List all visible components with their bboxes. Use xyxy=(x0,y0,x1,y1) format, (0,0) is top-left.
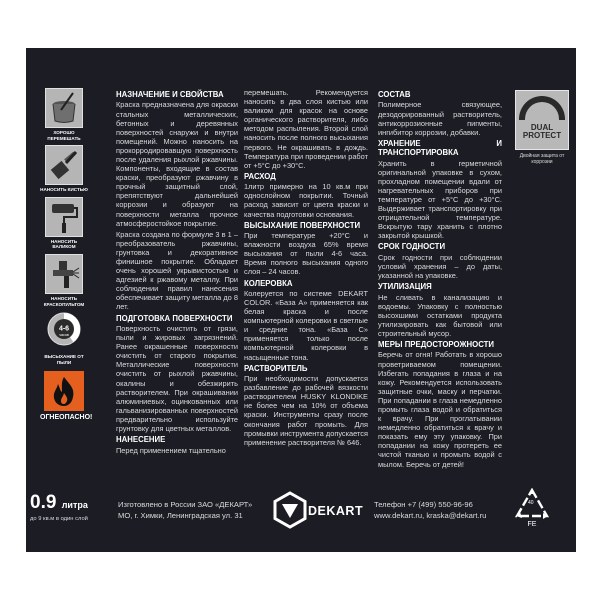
spray-gun-icon xyxy=(45,254,83,294)
paint-roller-icon xyxy=(45,197,83,237)
icon-block-dry xyxy=(40,311,88,365)
section-text: Поверхность очистить от грязи, пыли и жировых загрязнений. Ранее окрашенные поверхности очистить от старого покрытия. Металлические поверхности очистить от рыхлой ржавчины, окалины и обезжирить растворителем. При окрашивании алюминиевых, оцинкованных или гальванизированных поверхностей предварительно используйте грунтовку для цветных металлов. xyxy=(116,323,238,433)
stir-bucket-icon xyxy=(45,88,83,128)
section-text: Полимерное связующее, дезодорированный растворитель, антикоррозионные пигменты, ингибитор коррозии, добавки. xyxy=(378,100,502,137)
icon-caption: ХОРОШО ПЕРЕМЕШАТЬ xyxy=(47,130,81,141)
section-heading: ВЫСЫХАНИЕ ПОВЕРХНОСТИ xyxy=(244,220,361,230)
icon-caption: ВЫСЫХАНИЕ ОТ ПЫЛИ xyxy=(44,354,84,365)
text-column-3 xyxy=(378,88,502,471)
contacts xyxy=(374,499,486,521)
section-text: Краска предназначена для окраски стальных металлических, бетонных и деревянных поверхностей снаружи и внутри помещений. Можно наносить на прокорродировавшую поверхность после удаления рыхлой ржавчины. Компоненты, входящие в состав краски, преобразуют ржавчину в прочный защитный слой, препятствуют дальнейшей коррозии и образуют на поверхности металла прочное атмосферостойкое покрытие. xyxy=(116,100,238,228)
section-text: Не сливать в канализацию и водоемы. Упаковку с полностью высохшими остатками продукта утилизировать как бытовой или строительный мусор. xyxy=(378,292,502,338)
section-heading: РАСТВОРИТЕЛЬ xyxy=(244,363,308,373)
website-email: www.dekart.ru, kraska@dekart.ru xyxy=(374,511,487,520)
section-heading: НАНЕСЕНИЕ xyxy=(116,435,166,445)
section-text: перемешать. Рекомендуется наносить в два слоя кистью или валиком для красок на основе органического растворителя, либо методом распыления. Второй слой наносить после полного высыхания первого. Не окрашивать в дождь. Температура при проведении работ от +5°С до +30°С. xyxy=(244,88,368,170)
section-text: Краска создана по формуле 3 в 1 – преобразователь ржавчины, грунтовка и декоративное финишное покрытие. Обладает очень хорошей укрывистостью и адгезией к ржавому металлу. При соблюдении правил нанесения обеспечивает защиту металла до 8 лет. xyxy=(116,229,238,312)
coverage-note: до 9 кв.м в один слой xyxy=(30,516,88,522)
section-heading: НАЗНАЧЕНИЕ И СВОЙСТВА xyxy=(116,90,224,99)
dual-protect-badge xyxy=(513,90,571,165)
manufacturer xyxy=(118,499,252,521)
text-column-1 xyxy=(116,88,238,457)
shield-arch-icon xyxy=(519,96,565,120)
section-text: Хранить в герметичной оригинальной упаковке в сухом, прохладном помещении вдали от нагревательных приборов при температуре от +5°С до +30°С. Выдерживает транспортировку при отрицательной температуре. Вскрытую тару хранить с плотно закрытой крышкой. xyxy=(378,158,502,241)
section-heading: ПОДГОТОВКА ПОВЕРХНОСТИ xyxy=(116,313,233,323)
section-text: Перед применением тщательно xyxy=(116,445,226,455)
section-text: При температуре +20°С и влажности воздуха 65% время высыхания от пыли 4-6 часа. Время полного высыхания одного слоя – 24 часов. xyxy=(244,231,368,277)
flammable-caption: ОГНЕОПАСНО! xyxy=(40,414,93,422)
icon-caption: НАНОСИТЬ КРАСКОПУЛЬТОМ xyxy=(43,295,85,307)
volume xyxy=(30,492,88,514)
section-text: Колеруется по системе DEKART COLOR. «База А» применяется как белая краска и после компьютерной колеровки в светлые и средние тона. «База С» применяется только после компьютерной колеровки в насыщенные тона. xyxy=(244,288,368,362)
section-text: 1литр примерно на 10 кв.м при однослойном покрытии. Точный расход зависит от цвета краски и качества подготовки основания. xyxy=(244,182,368,219)
footer xyxy=(26,486,576,546)
icon-caption: НАНОСИТЬ ВАЛИКОМ xyxy=(50,238,78,250)
drying-time-unit: часов xyxy=(59,333,69,338)
icon-block-spray xyxy=(40,254,88,307)
dual-protect-icon xyxy=(515,90,569,150)
flammable-icon xyxy=(44,371,84,411)
section-heading: РАСХОД xyxy=(244,171,276,181)
brand-name: DEKART xyxy=(308,504,364,518)
badge-line1: DUAL xyxy=(530,123,554,132)
manufacturer-line1: Изготовлено в России ЗАО «ДЕКАРТ» xyxy=(118,500,253,509)
section-heading: МЕРЫ ПРЕДОСТОРОЖНОСТИ xyxy=(378,340,494,349)
volume-unit: литра xyxy=(61,500,88,510)
section-heading: ХРАНЕНИЕ И ТРАНСПОРТИРОВКА xyxy=(378,138,502,158)
dekart-logo-icon xyxy=(270,490,310,530)
icon-block-brush xyxy=(40,145,88,193)
section-heading: УТИЛИЗАЦИЯ xyxy=(378,282,432,292)
recycle-mark xyxy=(514,488,550,528)
section-text: При необходимости допускается разбавление до рабочей вязкости растворителем HUSKY KLONDIKE не более чем на 10% от объема краски. Инструменты сразу после окончания работ промыть. Для промывки инструмента допускается применение растворителя № 646. xyxy=(244,374,368,447)
label-panel xyxy=(26,48,576,552)
section-heading: СОСТАВ xyxy=(378,90,411,99)
icon-block-roller xyxy=(40,197,88,250)
drying-time-dial-icon xyxy=(46,311,82,347)
section-heading: КОЛЕРОВКА xyxy=(244,278,293,288)
brush-icon xyxy=(45,145,83,185)
recycle-code: FE xyxy=(527,521,537,528)
icon-caption: НАНОСИТЬ КИСТЬЮ xyxy=(40,187,88,193)
volume-number: 0.9 xyxy=(30,492,57,513)
badge-caption: Двойная защита от коррозии xyxy=(519,153,565,165)
usage-icons-column xyxy=(40,88,93,422)
section-heading: СРОК ГОДНОСТИ xyxy=(378,242,446,252)
badge-line2: PROTECT xyxy=(522,131,562,140)
section-text: Беречь от огня! Работать в хорошо проветриваемом помещении. Избегать попадания в глаза и на кожу. Рекомендуется использовать защитные очки, маску и перчатки. При попадании в глаза немедленно промыть глаза водой и обратиться к врачу. При проглатывании немедленно обратиться к врачу и показать ему эту упаковку. При попадании на кожу протереть ее чистой тканью и промыть водой с мылом. Беречь от детей! xyxy=(378,350,502,469)
icon-block-stir xyxy=(40,88,88,141)
recycle-number: 40 xyxy=(528,500,534,506)
section-text: Срок годности при соблюдении условий хранения – до даты, указанной на упаковке. xyxy=(378,252,502,281)
phone: Телефон +7 (499) 550-96-96 xyxy=(374,500,473,509)
manufacturer-line2: МО, г. Химки, Ленинградская ул. 31 xyxy=(118,511,243,520)
text-column-2 xyxy=(244,88,368,449)
drying-time-value: 4-6 xyxy=(58,325,70,333)
